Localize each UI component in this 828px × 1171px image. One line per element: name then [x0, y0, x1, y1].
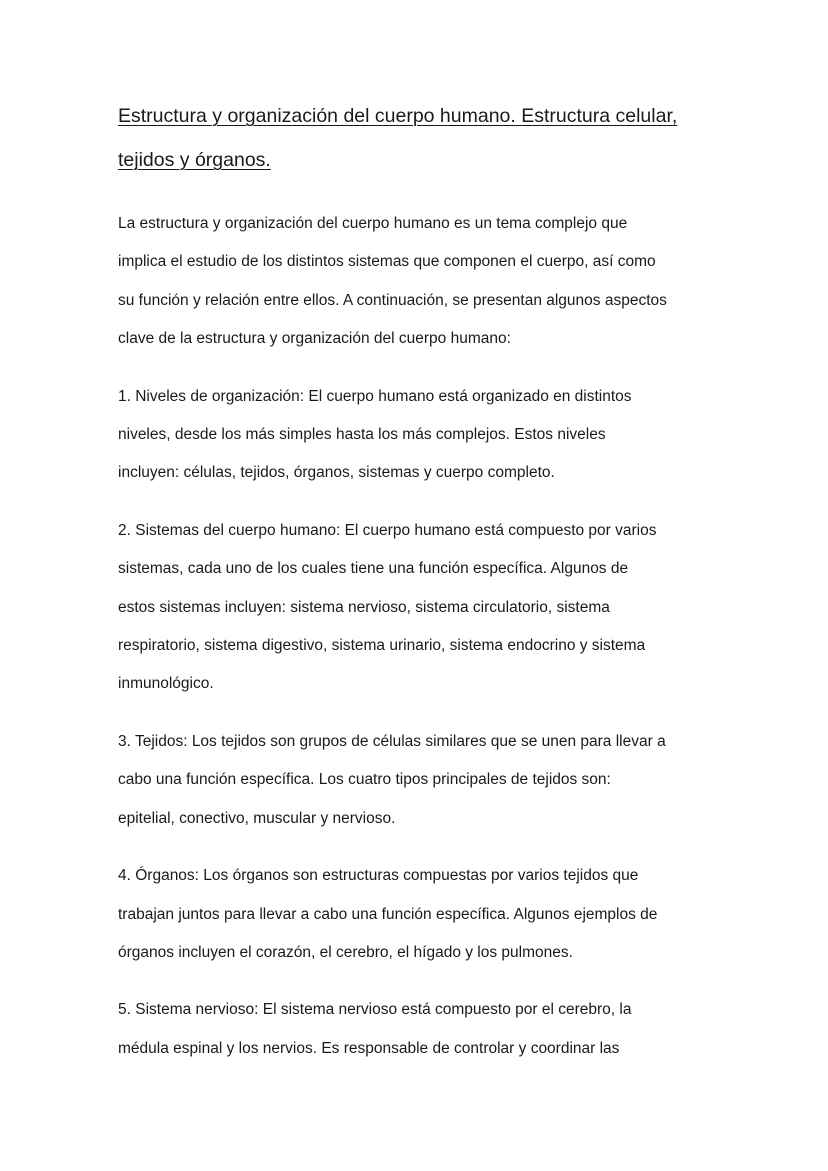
- text-line: cabo una función específica. Los cuatro tipos principales de tejidos son:: [118, 771, 611, 789]
- text-line: su función y relación entre ellos. A continuación, se presentan algunos aspectos: [118, 291, 667, 309]
- text-line: 3. Tejidos: Los tejidos son grupos de células similares que se unen para llevar a: [118, 732, 666, 750]
- text-line: 1. Niveles de organización: El cuerpo humano está organizado en distintos: [118, 387, 632, 405]
- text-line: estos sistemas incluyen: sistema nervioso, sistema circulatorio, sistema: [118, 598, 610, 616]
- text-line: 4. Órganos: Los órganos son estructuras compuestas por varios tejidos que: [118, 867, 639, 885]
- intro-paragraph: [118, 205, 718, 359]
- text-line: trabajan juntos para llevar a cabo una función específica. Algunos ejemplos de: [118, 905, 658, 923]
- text-line: clave de la estructura y organización del cuerpo humano:: [118, 330, 511, 348]
- text-line: médula espinal y los nervios. Es responsable de controlar y coordinar las: [118, 1039, 620, 1057]
- list-item-organs: [118, 857, 718, 972]
- text-line: incluyen: células, tejidos, órganos, sistemas y cuerpo completo.: [118, 464, 555, 482]
- text-line: 2. Sistemas del cuerpo humano: El cuerpo humano está compuesto por varios: [118, 521, 657, 539]
- list-item-systems: [118, 512, 718, 704]
- list-item-nervous-system: [118, 991, 718, 1068]
- text-line: niveles, desde los más simples hasta los más complejos. Estos niveles: [118, 426, 606, 444]
- text-line: sistemas, cada uno de los cuales tiene una función específica. Algunos de: [118, 560, 629, 578]
- text-line: inmunológico.: [118, 675, 214, 693]
- document-title: [118, 94, 718, 182]
- document-page: [118, 94, 718, 1068]
- title-line: tejidos y órganos.: [118, 149, 271, 171]
- text-line: órganos incluyen el corazón, el cerebro, el hígado y los pulmones.: [118, 943, 573, 961]
- text-line: 5. Sistema nervioso: El sistema nervioso está compuesto por el cerebro, la: [118, 1001, 632, 1019]
- text-line: La estructura y organización del cuerpo humano es un tema complejo que: [118, 215, 628, 232]
- text-line: epitelial, conectivo, muscular y nervioso.: [118, 809, 396, 827]
- text-line: implica el estudio de los distintos sistemas que componen el cuerpo, así como: [118, 253, 656, 271]
- list-item-tissues: [118, 723, 718, 838]
- list-item-levels: [118, 378, 718, 493]
- text-line: respiratorio, sistema digestivo, sistema urinario, sistema endocrino y sistema: [118, 637, 646, 655]
- title-line: Estructura y organización del cuerpo humano. Estructura celular,: [118, 105, 678, 127]
